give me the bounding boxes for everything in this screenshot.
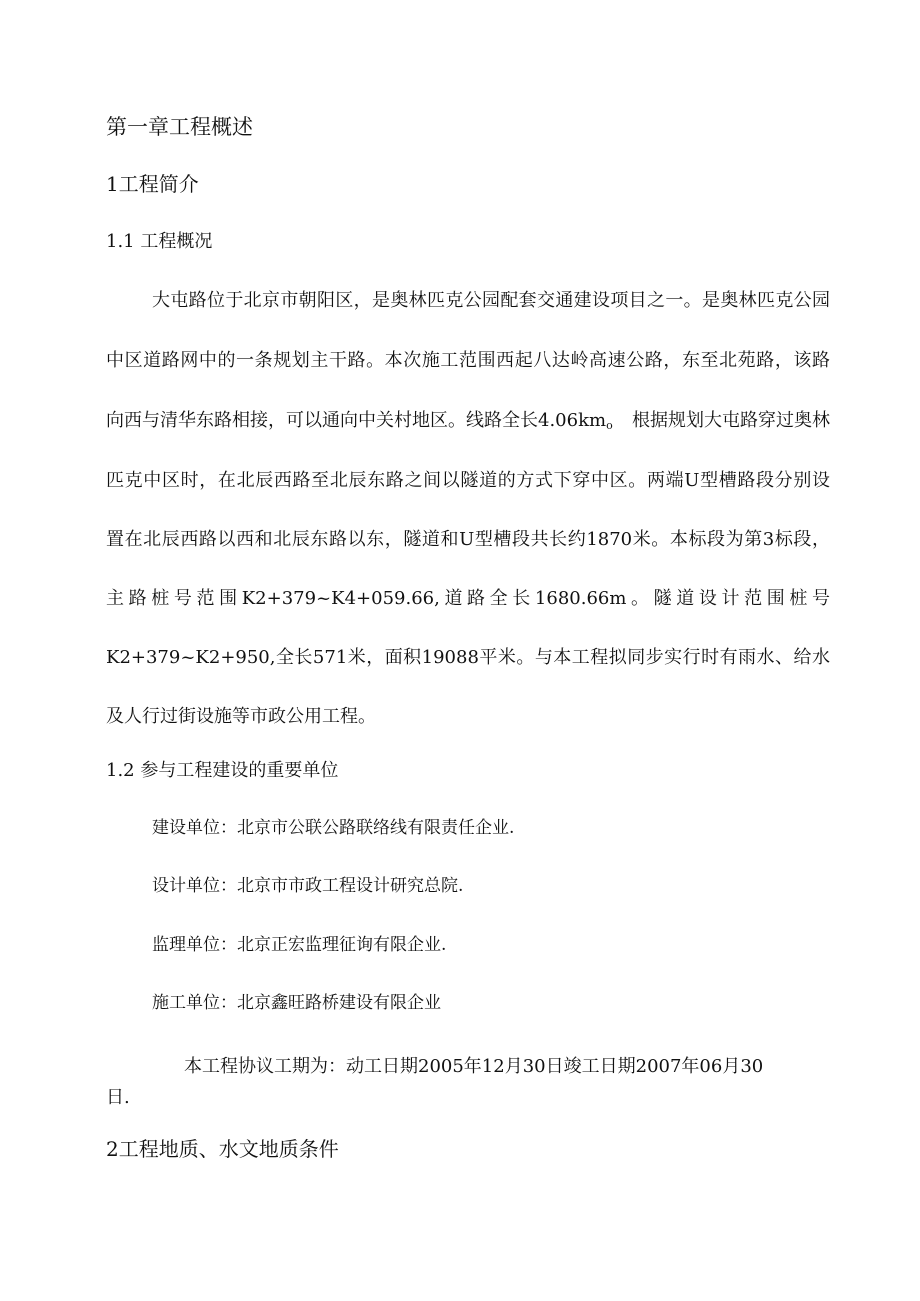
overview-line-5: 置在北辰西路以西和北辰东路以东，隧道和U型槽段共长约1870米。本标段为第3标段，	[106, 529, 830, 550]
overview-line-1: 大屯路位于北京市朝阳区，是奥林匹克公园配套交通建设项目之一。是奥林匹克公园	[152, 290, 830, 311]
overview-line-7: K2+379~K2+950,全长571米，面积19088平米。与本工程拟同步实行时有雨水、给水	[106, 647, 830, 668]
unit-supervision: 监理单位：北京正宏监理征询有限企业.	[152, 935, 447, 955]
unit-construction: 建设单位：北京市公联公路联络线有限责任企业.	[152, 818, 515, 838]
overview-line-3	[106, 412, 830, 431]
section-2-title: 2工程地质、水文地质条件	[106, 1137, 339, 1161]
overview-line-2: 中区道路网中的一条规划主干路。本次施工范围西起八达岭高速公路，东至北苑路，该路	[106, 350, 830, 371]
schedule-line-1: 本工程协议工期为：动工日期2005年12月30日竣工日期2007年06月30	[184, 1056, 764, 1077]
unit-design: 设计单位：北京市市政工程设计研究总院.	[152, 876, 464, 896]
overview-line-8: 及人行过街设施等市政公用工程。	[106, 706, 376, 727]
section-1-title: 1工程简介	[106, 172, 199, 196]
overview-line-6: 主路桩号范围K2+379~K4+059.66,道路全长1680.66m。隧道设计范围桩号	[106, 588, 830, 609]
overview-line-3-main: 向西与清华东路相接，可以通向中关村地区。线路全长4.06kmo	[106, 410, 613, 432]
chapter-title: 第一章工程概述	[106, 115, 253, 139]
overview-line-4: 匹克中区时，在北辰西路至北辰东路之间以隧道的方式下穿中区。两端U型槽路段分别设	[106, 470, 830, 491]
unit-contractor: 施工单位：北京鑫旺路桥建设有限企业	[152, 993, 441, 1013]
unit-subscript: o	[606, 419, 613, 432]
overview-line-3-tail: 根据规划大屯路穿过奥林	[632, 410, 830, 431]
subsection-1-1-title: 1.1 工程概况	[106, 231, 213, 252]
schedule-line-2: 日.	[106, 1087, 130, 1108]
subsection-1-2-title: 1.2 参与工程建设的重要单位	[106, 760, 339, 781]
